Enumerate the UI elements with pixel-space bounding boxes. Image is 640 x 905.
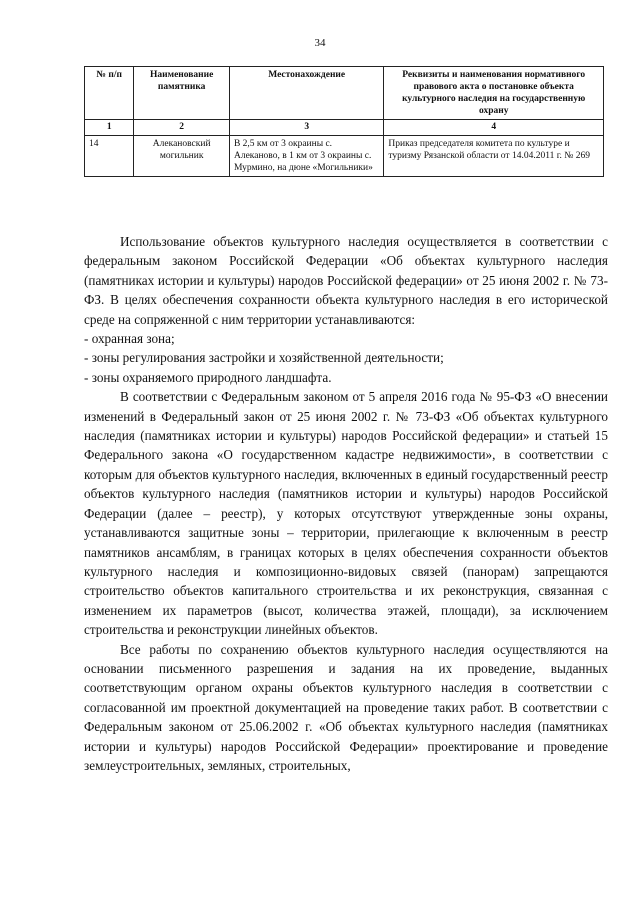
header-name: Наименование памятника <box>134 67 230 120</box>
table-row <box>85 136 604 177</box>
monuments-table <box>84 66 604 177</box>
row-number: 14 <box>85 136 134 177</box>
header-location: Местонахождение <box>229 67 383 120</box>
column-number: 3 <box>229 120 383 136</box>
paragraph-federal-law: В соответствии с Федеральным законом от 5 апреля 2016 года № 95-ФЗ «О внесении изменений в Федеральный закон от 25 июня 2002 г. № 73-ФЗ «Об объектах культурного наследия (памятниках истории и культуры) народов Российской федерации» и статьей 15 Федерального закона «О государственном кадастре недвижимости», в соответствии с которым для объектов культурного наследия, включенных в единый государственный реестр объектов культурного наследия (памятников истории и культуры) народов Российской Федерации (далее – реестр), у которых отсутствуют утвержденные зоны охраны, устанавливаются защитные зоны – территории, прилегающие к включенным в реестр памятников ансамблям, в границах которых в целях обеспечения сохранности объектов культурного наследия и композиционно-видовых связей (панорам) запрещаются строительство объектов капитального строительства и их реконструкция, связанная с изменением их параметров (высот, количества этажей, площади), за исключением строительства и реконструкции линейных объектов. <box>84 389 608 638</box>
list-item: - охранная зона; <box>84 331 175 347</box>
list-item: - зоны регулирования застройки и хозяйственной деятельности; <box>84 350 444 366</box>
table-header-row <box>85 67 604 120</box>
column-number: 2 <box>134 120 230 136</box>
column-number: 1 <box>85 120 134 136</box>
body-text <box>84 232 608 775</box>
column-number: 4 <box>384 120 604 136</box>
paragraph-works: Все работы по сохранению объектов культурного наследия осуществляются на основании письменного разрешения и задания на их проведение, выданных соответствующим органом охраны объектов культурного наследия в соответствии с согласованной им проектной документацией на проведение таких работ. В соответствии с Федеральным законом от 25.06.2002 г. «Об объектах культурного наследия (памятниках истории и культуры) народов Российской Федерации» проектирование и проведение землеустроительных, земляных, строительных, <box>84 641 608 773</box>
paragraph-usage: Использование объектов культурного наследия осуществляется в соответствии с федеральным законом Российской Федерации «Об объектах культурного наследия (памятниках истории и культуры) народов Российской федерации» от 25 июня 2002 г. № 73-ФЗ. В целях обеспечения сохранности объекта культурного наследия в его исторической среде на сопряженной с ним территории устанавливаются: <box>84 234 608 327</box>
table-column-numbers-row <box>85 120 604 136</box>
page-number: 34 <box>314 37 326 49</box>
header-number: № п/п <box>85 67 134 120</box>
row-name: Алекановский могильник <box>134 136 230 177</box>
row-document: Приказ председателя комитета по культуре и туризму Рязанской области от 14.04.2011 г. № 269 <box>384 136 604 177</box>
header-document: Реквизиты и наименования нормативного правового акта о постановке объекта культурного наследия на государственную охрану <box>384 67 604 120</box>
row-location: В 2,5 км от 3 окраины с. Алеканово, в 1 км от 3 окраины с. Мурмино, на дюне «Могильники» <box>229 136 383 177</box>
list-item: - зоны охраняемого природного ландшафта. <box>84 369 332 385</box>
